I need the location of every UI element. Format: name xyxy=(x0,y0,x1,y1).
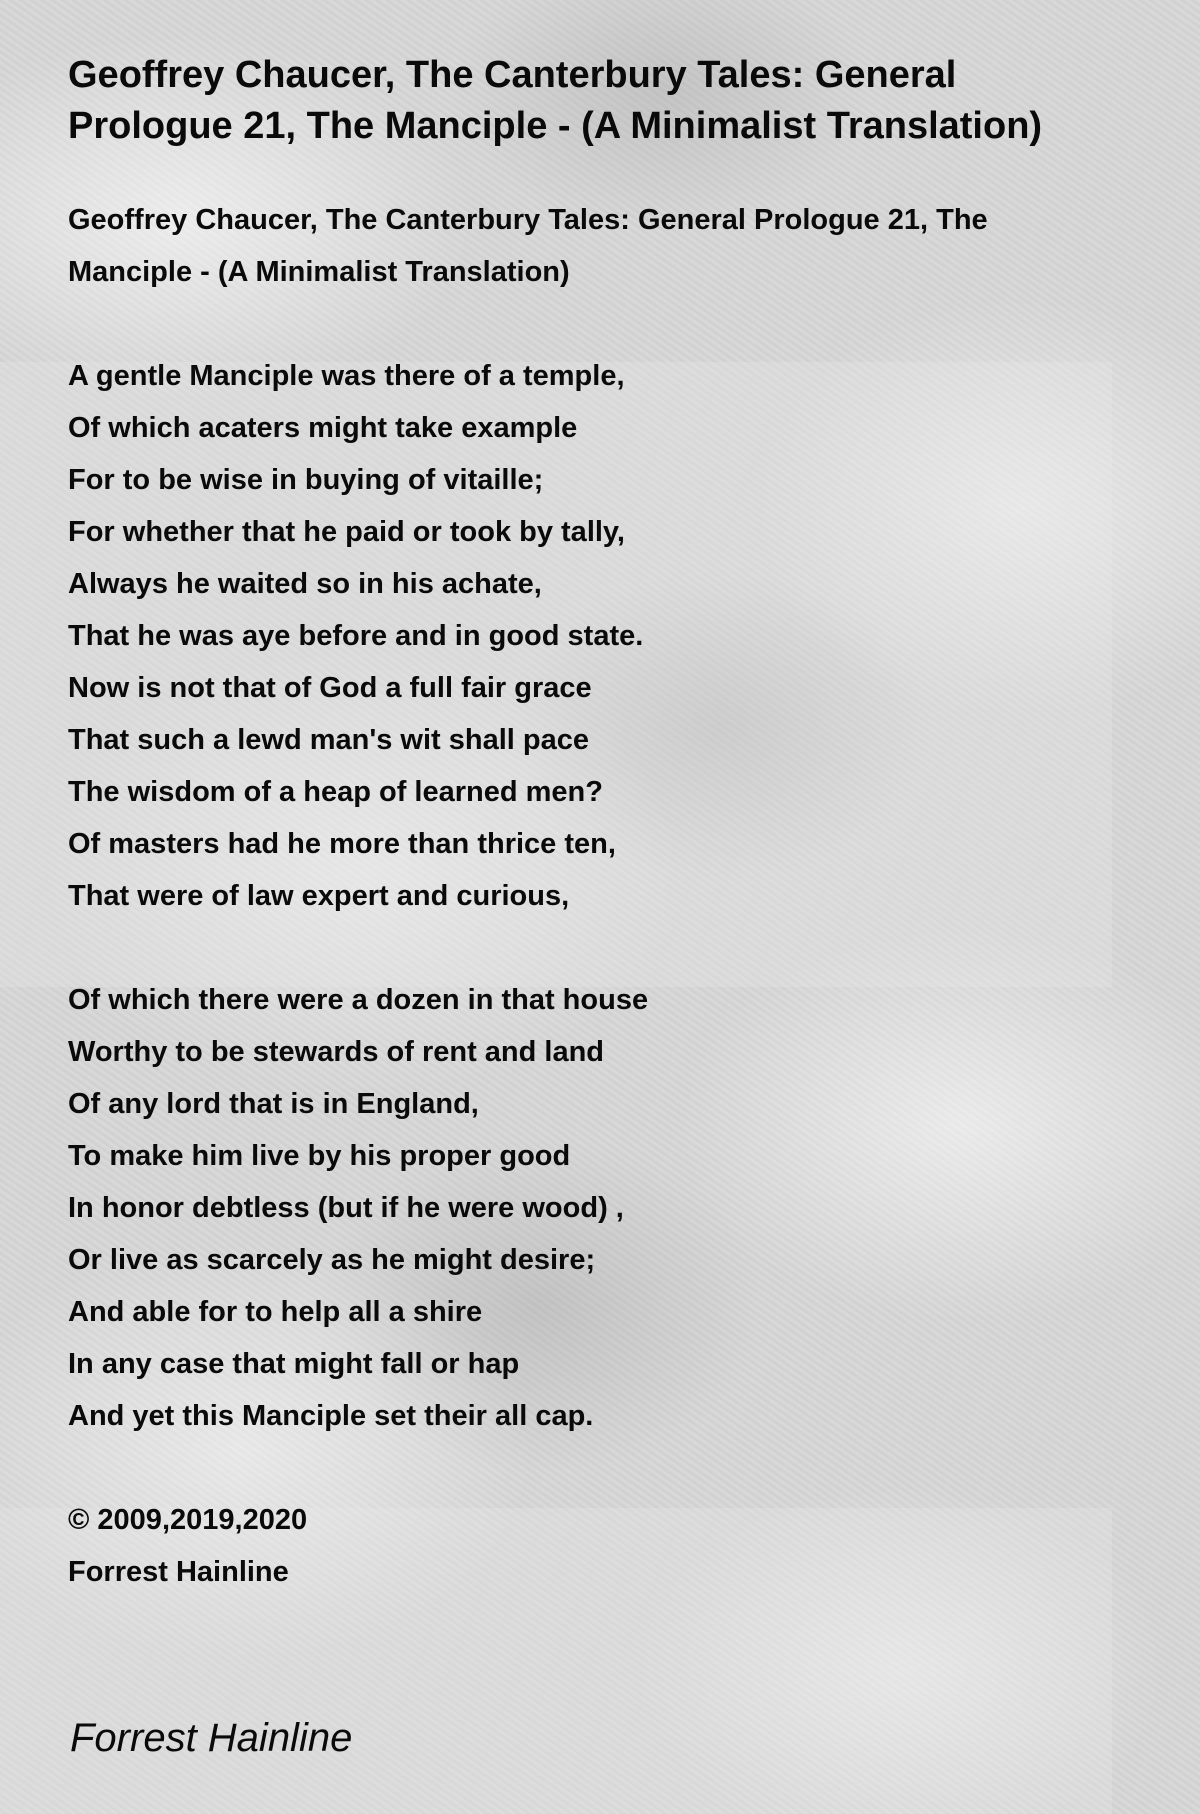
poem-line: In any case that might fall or hap xyxy=(68,1348,520,1380)
poem-subtitle: Geoffrey Chaucer, The Canterbury Tales: General Prologue 21, The Manciple - (A Minimalist Translation) xyxy=(68,204,988,288)
poem-line: And able for to help all a shire xyxy=(68,1296,483,1328)
poem-line: For to be wise in buying of vitaille; xyxy=(68,464,544,496)
poem-line: In honor debtless (but if he were wood) , xyxy=(68,1192,624,1224)
poem-line: To make him live by his proper good xyxy=(68,1140,571,1172)
poem-container xyxy=(68,50,1118,1598)
poem-line: Now is not that of God a full fair grace xyxy=(68,672,592,704)
stanza-1 xyxy=(68,350,1118,922)
poem-title: Geoffrey Chaucer, The Canterbury Tales: General Prologue 21, The Manciple - (A Minimalist Translation) xyxy=(68,54,1043,147)
copyright-author: Forrest Hainline xyxy=(68,1556,289,1588)
poem-line: Of any lord that is in England, xyxy=(68,1088,479,1120)
author-signature: Forrest Hainline xyxy=(70,1716,353,1760)
poem-line: That such a lewd man's wit shall pace xyxy=(68,724,589,756)
poem-line: Of masters had he more than thrice ten, xyxy=(68,828,616,860)
poem-line: That he was aye before and in good state. xyxy=(68,620,644,652)
poem-line: A gentle Manciple was there of a temple, xyxy=(68,360,625,392)
poem-line: Or live as scarcely as he might desire; xyxy=(68,1244,596,1276)
stanza-2 xyxy=(68,974,1118,1442)
poem-line: Of which there were a dozen in that house xyxy=(68,984,649,1016)
poem-line: That were of law expert and curious, xyxy=(68,880,570,912)
poem-line: And yet this Manciple set their all cap. xyxy=(68,1400,594,1432)
poem-line: Always he waited so in his achate, xyxy=(68,568,542,600)
poem-line: For whether that he paid or took by tally, xyxy=(68,516,625,548)
poem-line: Of which acaters might take example xyxy=(68,412,578,444)
poem-line: Worthy to be stewards of rent and land xyxy=(68,1036,605,1068)
copyright-block xyxy=(68,1494,1118,1598)
copyright-years: © 2009,2019,2020 xyxy=(68,1504,308,1536)
poem-line: The wisdom of a heap of learned men? xyxy=(68,776,603,808)
